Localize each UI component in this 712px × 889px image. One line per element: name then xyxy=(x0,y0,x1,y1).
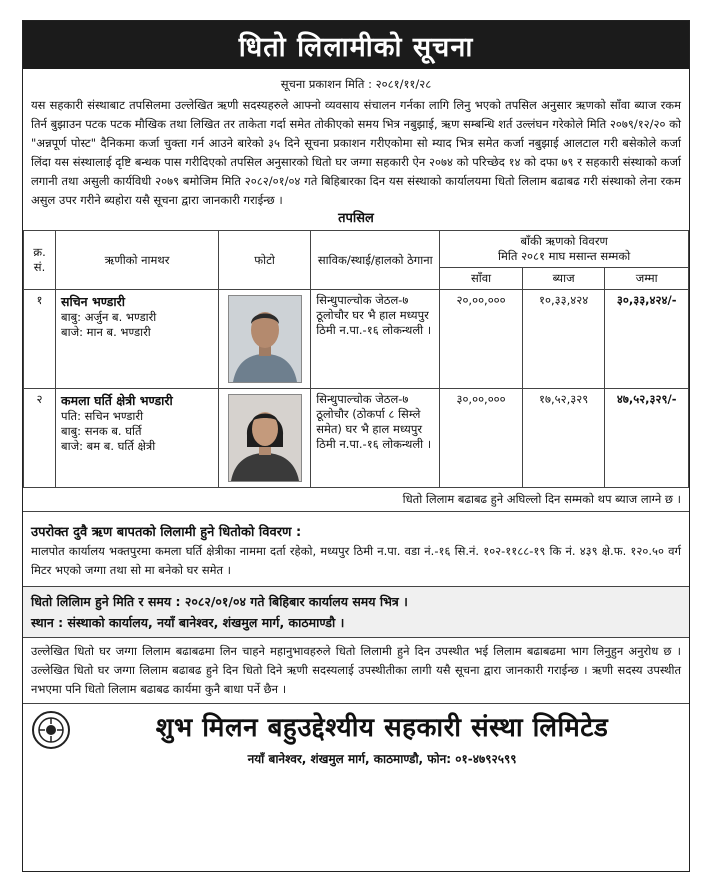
row-sn: १ xyxy=(24,290,56,389)
address-cell: सिन्धुपाल्चोक जेठल-७ ठूलोचौर घर भै हाल मध्यपुर ठिमी न.पा.-१६ लोकन्थली । xyxy=(311,290,440,389)
table-row xyxy=(24,290,689,389)
organization-contact: नयाँ बानेश्वर, शंखमुल मार्ग, काठमाण्डौ, फोन: ०१-४७९२५९९ xyxy=(247,752,517,766)
borrower-photo xyxy=(228,394,302,482)
closing-paragraph: उल्लेखित धितो घर जग्गा लिलाम बढाबढमा लिन चाहने महानुभावहरुले धितो लिलामी हुने दिन उपस्थीत भई लिलाम बढाबढमा भाग लिनुहुन अनुरोध छ । उल्लेखित धितो घर जग्गा लिलाम बढाबढ हुने दिन धितो दिने ऋणी सदस्यलाई उपस्थीतीका लागी यसै सूचना द्वारा जानकारी गराईन्छ । ऋणी सदस्य उपस्थीत नभएमा पनि धितो लिलाम बढाबढ कार्यमा कुनै बाधा पर्ने छैन । xyxy=(23,638,689,704)
principal-cell: २०,००,००० xyxy=(440,290,523,389)
header-sn: क्र. सं. xyxy=(24,231,56,290)
header-balance-group xyxy=(440,231,689,268)
collateral-heading: उपरोक्त दुवै ऋण बापतको लिलामी हुने धितोको विवरण : xyxy=(31,525,302,540)
header-photo: फोटो xyxy=(218,231,310,290)
header-balance-date: मिति २०८१ माघ मसान्त सम्मको xyxy=(498,249,631,263)
table-header-row xyxy=(24,231,689,268)
intro-paragraph: यस सहकारी संस्थाबाट तपसिलमा उल्लेखित ऋणी सदस्यहरुले आफ्नो व्यवसाय संचालन गर्नका लागि लिनु भएको तपसिल अनुसार ऋणको साँवा ब्याज रकम तिर्न बुझाउन पटक पटक मौखिक तथा लिखित तर ताकेता गर्दा समेत तोकीएको समय भित्र नबुझाई, ऋण सम्बन्धि शर्त उल्लंघन गरेकोले मिति २०७९/१२/२० को "अन्नपूर्ण पोस्ट" दैनिकमा कर्जा चुक्ता गर्न आउने बारेको ३५ दिने सूचना प्रकाशन गरीएकोमा सो म्याद भित्र समेत कर्जा नबुझाई आलटाल गरी बसेकोले कर्जा लिंदा यस संस्थालाई दृष्टि बन्धक पास गरीदिएको तपसिल अनुसारको धितो घर जग्गा सहकारी ऐन २०७४ को परिच्छेद १४ को दफा ७९ र सहकारी संस्थाको कर्जा लगानी तथा असुली कार्यविधी २०७९ बमोजिम मिति २०८२/०१/०४ गते बिहिबारका दिन यस संस्थाको कार्यालयमा धितो लिलाम बढाबढ गरी संस्थाको लेना रकम असुल उपर गरीने ब्यहोरा यसै सूचना द्वारा जानकारी गराईन्छ । xyxy=(31,98,681,207)
principal-cell: ३०,००,००० xyxy=(440,389,523,488)
header-name: ऋणीको नामथर xyxy=(56,231,219,290)
total-cell: ३०,३३,४२४/- xyxy=(605,290,689,389)
borrower-cell xyxy=(56,290,219,389)
person-photo-icon xyxy=(229,296,301,382)
row-sn: २ xyxy=(24,389,56,488)
interest-note: धितो लिलाम बढाबढ हुने अघिल्लो दिन सम्मको थप ब्याज लाग्ने छ । xyxy=(23,488,689,512)
header-interest: ब्याज xyxy=(522,268,605,290)
borrower-name: सचिन भण्डारी xyxy=(61,294,125,309)
person-photo-icon xyxy=(229,395,301,481)
photo-cell xyxy=(218,389,310,488)
table-row xyxy=(24,389,689,488)
total-cell: ४७,५२,३२९/- xyxy=(605,389,689,488)
header-principal: साँवा xyxy=(440,268,523,290)
photo-cell xyxy=(218,290,310,389)
borrower-relation: बाबु: सनक ब. घर्ति xyxy=(61,424,142,438)
auction-details xyxy=(23,586,689,638)
organization-name: शुभ मिलन बहुउद्देश्यीय सहकारी संस्था लिमिटेड xyxy=(155,713,609,743)
borrower-photo xyxy=(228,295,302,383)
header-address: साविक/स्थाई/हालको ठेगाना xyxy=(311,231,440,290)
borrower-name: कमला घर्ति क्षेत्री भण्डारी xyxy=(61,393,173,408)
header-balance-title: बाँकी ऋणको विवरण xyxy=(520,234,608,248)
borrower-relation: पति: सचिन भण्डारी xyxy=(61,409,144,423)
publication-date: सूचना प्रकाशन मिति : २०८१/११/२८ xyxy=(280,77,432,91)
auction-place: स्थान : संस्थाको कार्यालय, नयाँ बानेश्वर, शंखमुल मार्ग, काठमाण्डौ । xyxy=(31,615,345,630)
notice-title: धितो लिलामीको सूचना xyxy=(23,21,689,69)
borrower-relation: बाजे: बम ब. घर्ति क्षेत्री xyxy=(61,439,156,453)
loan-table xyxy=(23,230,689,488)
interest-cell: १७,५२,३२९ xyxy=(522,389,605,488)
table-title: तपसिल xyxy=(338,211,374,226)
auction-notice xyxy=(22,20,690,872)
cooperative-seal-icon xyxy=(31,710,71,750)
interest-cell: १०,३३,४२४ xyxy=(522,290,605,389)
collateral-text: मालपोत कार्यालय भक्तपुरमा कमला घर्ति क्षेत्रीका नाममा दर्ता रहेको, मध्यपुर ठिमी न.पा. वडा नं.-१६ सि.नं. १०२-११८८-१९ कि नं. ४३९ क्षे.फ. १२०.५० वर्ग मिटर भएको जग्गा तथा सो मा बनेको घर समेत । xyxy=(31,544,681,577)
borrower-relation: बाबु: अर्जुन ब. भण्डारी xyxy=(61,310,157,324)
organization-footer xyxy=(23,704,689,774)
borrower-cell xyxy=(56,389,219,488)
auction-datetime: धितो लिलिाम हुने मिति र समय : २०८२/०१/०४ गते बिहिबार कार्यालय समय भित्र । xyxy=(31,594,408,609)
borrower-relation: बाजे: मान ब. भण्डारी xyxy=(61,325,151,339)
address-cell: सिन्धुपाल्चोक जेठल-७ ठूलोचौर (ठोकर्पा ८ सिम्ले समेत) घर भै हाल मध्यपुर ठिमी न.पा.-१६ लोकन्थली । xyxy=(311,389,440,488)
header-total: जम्मा xyxy=(605,268,689,290)
